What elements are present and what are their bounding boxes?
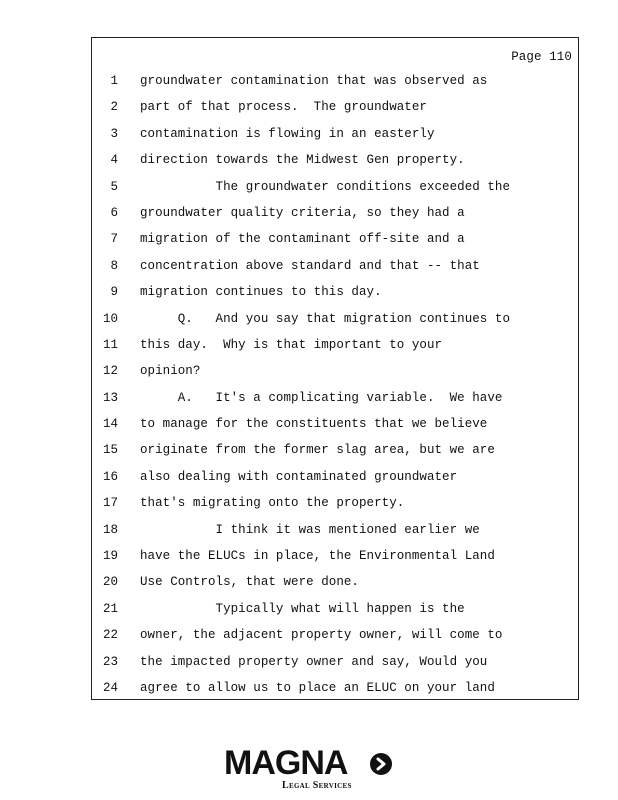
line-text: migration continues to this day.: [140, 285, 382, 300]
magna-logo: [224, 744, 394, 794]
line-number: 6: [110, 205, 118, 220]
line-number: 23: [102, 654, 118, 669]
line-number: 3: [110, 126, 118, 141]
line-text: groundwater contamination that was observed as: [140, 74, 488, 88]
line-text: I think it was mentioned earlier we: [140, 522, 480, 537]
line-number: 21: [102, 601, 118, 616]
transcript-line: [92, 283, 578, 309]
transcript-line: [92, 125, 578, 151]
transcript-line: [92, 310, 578, 336]
line-number: 19: [102, 549, 118, 564]
transcript-line: [92, 653, 578, 679]
transcript-line: [92, 415, 578, 441]
transcript-line: [92, 468, 578, 494]
transcript-line: [92, 204, 578, 230]
transcript-line: [92, 494, 578, 520]
line-number: 8: [110, 258, 118, 273]
transcript-line: [92, 98, 578, 124]
line-number: 7: [110, 232, 118, 247]
line-number: 18: [102, 522, 118, 537]
line-number: 20: [102, 575, 118, 590]
line-number: 9: [110, 285, 118, 300]
line-text: to manage for the constituents that we believe: [140, 417, 488, 432]
line-text: The groundwater conditions exceeded the: [140, 179, 511, 194]
transcript-line: [92, 230, 578, 256]
line-text: Q. And you say that migration continues to: [140, 311, 511, 326]
transcript-line: [92, 600, 578, 626]
line-text: concentration above standard and that -- that: [140, 258, 480, 273]
line-number: 10: [102, 311, 118, 326]
line-number: 12: [102, 364, 118, 379]
line-text: the impacted property owner and say, Would you: [140, 654, 488, 669]
transcript-line: [92, 679, 578, 705]
line-number: 13: [102, 390, 118, 405]
transcript-line: [92, 336, 578, 362]
line-number: 2: [110, 100, 118, 115]
line-text: originate from the former slag area, but we are: [140, 443, 495, 458]
line-number: 14: [102, 417, 118, 432]
transcript-line: [92, 626, 578, 652]
logo-subtitle: Legal Services: [282, 780, 352, 791]
transcript-line: [92, 547, 578, 573]
transcript-lines: [92, 72, 578, 705]
line-text: opinion?: [140, 364, 201, 379]
line-text: owner, the adjacent property owner, will come to: [140, 628, 503, 643]
transcript-line: [92, 573, 578, 599]
transcript-line: [92, 362, 578, 388]
logo-wordmark: MAGNA: [224, 744, 348, 782]
transcript-line: [92, 389, 578, 415]
page-number: Page 110: [511, 50, 572, 64]
line-number: 4: [110, 153, 118, 168]
line-text: Typically what will happen is the: [140, 601, 465, 616]
transcript-page: [91, 37, 579, 700]
line-number: 22: [102, 628, 118, 643]
line-number: 11: [102, 337, 118, 352]
line-number: 1: [110, 74, 118, 88]
transcript-line: [92, 72, 578, 98]
line-number: 17: [102, 496, 118, 511]
line-number: 24: [102, 680, 118, 695]
line-text: part of that process. The groundwater: [140, 100, 427, 115]
line-text: have the ELUCs in place, the Environmental Land: [140, 549, 495, 564]
line-text: groundwater quality criteria, so they had a: [140, 205, 465, 220]
line-text: A. It's a complicating variable. We have: [140, 390, 503, 405]
line-number: 5: [110, 179, 118, 194]
line-text: agree to allow us to place an ELUC on your land: [140, 680, 495, 695]
line-text: contamination is flowing in an easterly: [140, 126, 435, 141]
line-text: this day. Why is that important to your: [140, 337, 443, 352]
line-text: Use Controls, that were done.: [140, 575, 359, 590]
line-number: 15: [102, 443, 118, 458]
line-text: also dealing with contaminated groundwater: [140, 469, 458, 484]
transcript-line: [92, 151, 578, 177]
transcript-line: [92, 441, 578, 467]
line-text: direction towards the Midwest Gen property.: [140, 153, 465, 168]
line-text: migration of the contaminant off-site and a: [140, 232, 465, 247]
arrow-circle-icon: [370, 753, 392, 775]
transcript-line: [92, 521, 578, 547]
line-number: 16: [102, 469, 118, 484]
transcript-line: [92, 257, 578, 283]
line-text: that's migrating onto the property.: [140, 496, 405, 511]
transcript-line: [92, 178, 578, 204]
